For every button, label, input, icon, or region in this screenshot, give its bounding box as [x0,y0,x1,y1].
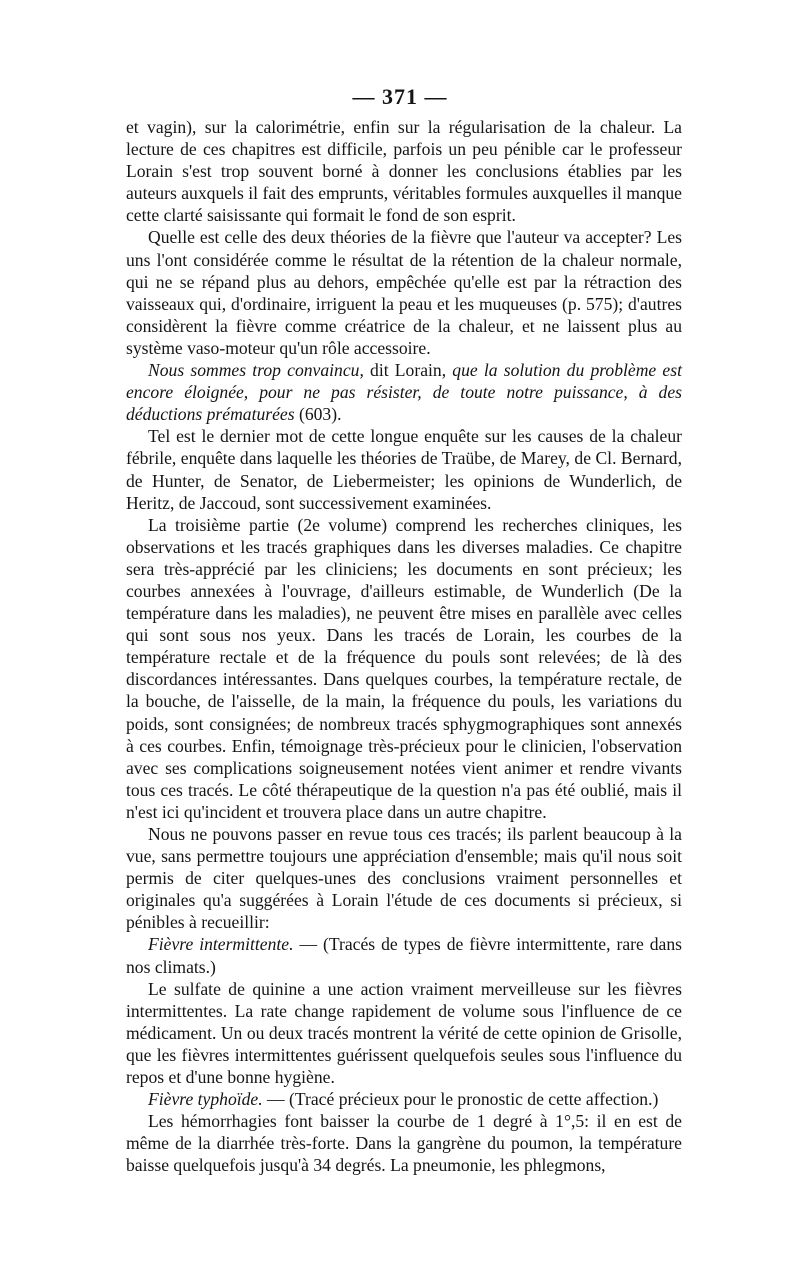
paragraph: Tel est le dernier mot de cette longue enquête sur les causes de la chaleur fébrile, enquête dans laquelle les théories de Traübe, de Marey, de Cl. Bernard, de Hunter, de Senator, de Liebermeister; les opinions de Wunderlich, de Heritz, de Jaccoud, sont successivement examinées. [126,426,682,513]
section-heading: Fièvre intermittente. [148,934,294,955]
section-heading-paragraph [126,1088,682,1110]
page-number: — 371 — [352,84,448,109]
paragraph: Les hémorrhagies font baisser la courbe de 1 degré à 1°,5: il en est de même de la diarrhée très-forte. Dans la gangrène du poumon, la température baisse quelquefois jusqu'à 34 degrés. La pneumonie, les phlegmons, [126,1111,682,1176]
section-note: — (Tracés de types de fièvre intermittente, rare dans nos climats.) [126,934,682,977]
section-heading-paragraph [126,933,682,977]
page-reference: (603). [294,404,342,425]
attribution-text: dit Lorain, [363,360,453,381]
quotation-paragraph [126,359,682,425]
section-note: — (Tracé précieux pour le pronostic de cette affection.) [262,1089,659,1110]
paragraph: La troisième partie (2e volume) comprend les recherches cliniques, les observations et les tracés graphiques dans les diverses maladies. Ce chapitre sera très-apprécié par les cliniciens; les documents en sont précieux; les courbes annexées à l'ouvrage, d'ailleurs estimable, de Wunderlich (De la température dans les maladies), ne peuvent être mises en parallèle avec celles qui sont sous nos yeux. Dans les tracés de Lorain, les courbes de la température rectale et de la fréquence du pouls sont relevées; de là des discordances intéressantes. Dans quelques courbes, la température rectale, de la bouche, de l'aisselle, de la main, la fréquence du pouls, les variations du poids, sont consignées; de nombreux tracés sphygmographiques sont annexés à ces courbes. Enfin, témoignage très-précieux pour le clinicien, l'observation avec ses complications soigneusement notées vient animer et rendre vivants tous ces tracés. Le côté thérapeutique de la question n'a pas été oublié, mais il n'est ici qu'incident et trouvera place dans un autre chapitre. [126,514,682,822]
paragraph: Quelle est celle des deux théories de la fièvre que l'auteur va accepter? Les uns l'ont considérée comme le résultat de la rétention de la chaleur normale, qui ne se répand plus au dehors, empêchée qu'elle est par la rétraction des vaisseaux qui, d'ordinaire, irriguent la peau et les muqueuses (p. 575); d'autres considèrent la fièvre comme créatrice de la chaleur, et ne laissent plus au système vaso-moteur qu'un rôle accessoire. [126,227,682,358]
paragraph: Nous ne pouvons passer en revue tous ces tracés; ils parlent beaucoup à la vue, sans permettre toujours une appréciation d'ensemble; mais qu'il nous soit permis de citer quelques-unes des conclusions vraiment personnelles et originales qu'a suggérées à Lorain l'étude de ces documents si précieux, si pénibles à recueillir: [126,824,682,933]
paragraph: Le sulfate de quinine a une action vraiment merveilleuse sur les fièvres intermittentes. La rate change rapidement de volume sous l'influence de ce médicament. Un ou deux tracés montrent la vérité de cette opinion de Grisolle, que les fièvres intermittentes guérissent quelquefois seules sous l'influence du repos et d'une bonne hygiène. [126,978,682,1088]
quotation-text: Nous sommes trop convaincu, [148,360,364,381]
section-heading: Fièvre typhoïde. [148,1089,263,1110]
paragraph: et vagin), sur la calorimétrie, enfin sur la régularisation de la chaleur. La lecture de ces chapitres est difficile, parfois un peu pénible car le professeur Lorain s'est trop souvent borné à donner les conclusions établies par les auteurs auxquels il fait des emprunts, véritables formules auxquelles il manque cette clarté saisissante qui formait le fond de son esprit. [126,117,682,226]
body-text [126,116,682,1177]
quotation-text: que la solution du problème est encore éloignée, pour ne pas résister, de toute notre puissance, à des déductions prématurées [126,360,682,425]
